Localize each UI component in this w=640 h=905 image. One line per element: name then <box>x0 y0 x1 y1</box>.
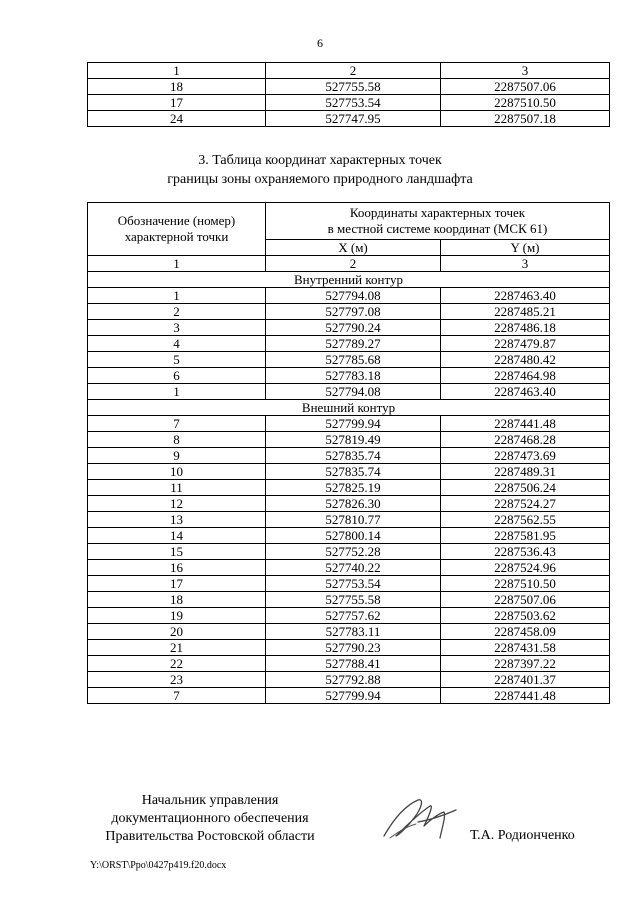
column-number-cell: 2 <box>266 63 441 79</box>
table-header-row <box>88 256 610 272</box>
y-coordinate-cell: 2287473.69 <box>441 448 610 464</box>
y-coordinate-cell: 2287507.18 <box>441 111 610 127</box>
point-number-cell: 1 <box>88 288 266 304</box>
point-number-cell: 18 <box>88 592 266 608</box>
point-number-cell: 3 <box>88 320 266 336</box>
x-coordinate-cell: 527794.08 <box>266 384 441 400</box>
point-number-cell: 11 <box>88 480 266 496</box>
y-coordinate-cell: 2287468.28 <box>441 432 610 448</box>
signatory-title-line: Начальник управления <box>141 793 279 808</box>
y-coordinate-cell: 2287562.55 <box>441 512 610 528</box>
x-coordinate-cell: 527755.58 <box>266 592 441 608</box>
coordinates-header-line: в местной системе координат (МСК 61) <box>327 221 548 236</box>
x-coordinate-cell: 527783.18 <box>266 368 441 384</box>
y-coordinate-cell: 2287485.21 <box>441 304 610 320</box>
column-number-cell: 1 <box>88 63 266 79</box>
y-header: Y (м) <box>441 240 610 256</box>
y-coordinate-cell: 2287524.27 <box>441 496 610 512</box>
y-coordinate-cell: 2287524.96 <box>441 560 610 576</box>
y-coordinate-cell: 2287441.48 <box>441 416 610 432</box>
y-coordinate-cell: 2287401.37 <box>441 672 610 688</box>
table-row <box>88 368 610 384</box>
y-coordinate-cell: 2287507.06 <box>441 592 610 608</box>
section-row <box>88 400 610 416</box>
point-number-cell: 5 <box>88 352 266 368</box>
table-row <box>88 592 610 608</box>
x-coordinate-cell: 527753.54 <box>266 576 441 592</box>
y-coordinate-cell: 2287463.40 <box>441 288 610 304</box>
table-row <box>88 384 610 400</box>
table-row <box>88 111 610 127</box>
y-coordinate-cell: 2287503.62 <box>441 608 610 624</box>
y-coordinate-cell: 2287458.09 <box>441 624 610 640</box>
table-row <box>88 624 610 640</box>
point-number-cell: 19 <box>88 608 266 624</box>
signatory-title-line: документационного обеспечения <box>111 811 309 826</box>
y-coordinate-cell: 2287486.18 <box>441 320 610 336</box>
column-number-cell: 3 <box>441 256 610 272</box>
x-coordinate-cell: 527799.94 <box>266 416 441 432</box>
point-number-cell: 6 <box>88 368 266 384</box>
table-row <box>88 512 610 528</box>
table-row <box>88 448 610 464</box>
column-number-cell: 2 <box>266 256 441 272</box>
y-coordinate-cell: 2287510.50 <box>441 95 610 111</box>
x-coordinate-cell: 527826.30 <box>266 496 441 512</box>
file-path: Y:\ORST\Ppo\0427p419.f20.docx <box>90 860 227 871</box>
table-row <box>88 480 610 496</box>
x-coordinate-cell: 527789.27 <box>266 336 441 352</box>
point-number-cell: 23 <box>88 672 266 688</box>
x-coordinate-cell: 527835.74 <box>266 448 441 464</box>
y-coordinate-cell: 2287479.87 <box>441 336 610 352</box>
table-header-row <box>88 203 610 240</box>
x-coordinate-cell: 527799.94 <box>266 688 441 704</box>
table-row <box>88 336 610 352</box>
x-coordinate-cell: 527755.58 <box>266 79 441 95</box>
inner-contour-label: Внутренний контур <box>88 272 610 288</box>
table-row <box>88 560 610 576</box>
x-header: X (м) <box>266 240 441 256</box>
column-number-cell: 1 <box>88 256 266 272</box>
table-row <box>88 656 610 672</box>
x-coordinate-cell: 527790.23 <box>266 640 441 656</box>
x-coordinate-cell: 527752.28 <box>266 544 441 560</box>
point-number-cell: 17 <box>88 576 266 592</box>
page-number: 6 <box>317 36 323 50</box>
section-row <box>88 272 610 288</box>
y-coordinate-cell: 2287507.06 <box>441 79 610 95</box>
y-coordinate-cell: 2287397.22 <box>441 656 610 672</box>
outer-contour-label: Внешний контур <box>88 400 610 416</box>
y-coordinate-cell: 2287581.95 <box>441 528 610 544</box>
coordinates-header <box>266 203 610 240</box>
point-number-cell: 12 <box>88 496 266 512</box>
y-coordinate-cell: 2287441.48 <box>441 688 610 704</box>
point-designation-header-line: Обозначение (номер) <box>117 213 236 228</box>
y-coordinate-cell: 2287510.50 <box>441 576 610 592</box>
landscape-zone-coordinates-table <box>87 202 610 704</box>
y-coordinate-cell: 2287480.42 <box>441 352 610 368</box>
x-coordinate-cell: 527825.19 <box>266 480 441 496</box>
point-number-cell: 20 <box>88 624 266 640</box>
table-row <box>88 432 610 448</box>
table-row <box>88 416 610 432</box>
section-heading-line: границы зоны охраняемого природного ландшафта <box>167 172 473 187</box>
table-row <box>88 288 610 304</box>
table-row <box>88 688 610 704</box>
x-coordinate-cell: 527783.11 <box>266 624 441 640</box>
x-coordinate-cell: 527757.62 <box>266 608 441 624</box>
point-number-cell: 1 <box>88 384 266 400</box>
point-number-cell: 7 <box>88 416 266 432</box>
x-coordinate-cell: 527753.54 <box>266 95 441 111</box>
table-header-row <box>88 63 610 79</box>
x-coordinate-cell: 527740.22 <box>266 560 441 576</box>
table-row <box>88 95 610 111</box>
point-number-cell: 22 <box>88 656 266 672</box>
table-row <box>88 79 610 95</box>
coordinates-header-line: Координаты характерных точек <box>349 205 526 220</box>
y-coordinate-cell: 2287463.40 <box>441 384 610 400</box>
point-designation-header-line: характерной точки <box>124 229 229 244</box>
y-coordinate-cell: 2287536.43 <box>441 544 610 560</box>
section-heading <box>0 151 640 189</box>
table-row <box>88 672 610 688</box>
x-coordinate-cell: 527788.41 <box>266 656 441 672</box>
signatory-title-line: Правительства Ростовской области <box>105 829 315 844</box>
point-number-cell: 21 <box>88 640 266 656</box>
point-number-cell: 24 <box>88 111 266 127</box>
point-number-cell: 15 <box>88 544 266 560</box>
point-number-cell: 17 <box>88 95 266 111</box>
point-designation-header <box>88 203 266 256</box>
x-coordinate-cell: 527792.88 <box>266 672 441 688</box>
point-number-cell: 13 <box>88 512 266 528</box>
signatory-name: Т.А. Родионченко <box>470 828 575 843</box>
table-row <box>88 576 610 592</box>
point-number-cell: 7 <box>88 688 266 704</box>
table-row <box>88 464 610 480</box>
table-row <box>88 608 610 624</box>
point-number-cell: 10 <box>88 464 266 480</box>
point-number-cell: 8 <box>88 432 266 448</box>
x-coordinate-cell: 527794.08 <box>266 288 441 304</box>
x-coordinate-cell: 527835.74 <box>266 464 441 480</box>
continued-coordinates-table <box>87 62 610 127</box>
section-heading-line: 3. Таблица координат характерных точек <box>198 153 442 168</box>
point-number-cell: 14 <box>88 528 266 544</box>
x-coordinate-cell: 527790.24 <box>266 320 441 336</box>
table-row <box>88 304 610 320</box>
signatory-title <box>90 792 330 846</box>
point-number-cell: 2 <box>88 304 266 320</box>
y-coordinate-cell: 2287506.24 <box>441 480 610 496</box>
handwritten-signature <box>378 792 460 850</box>
point-number-cell: 18 <box>88 79 266 95</box>
table-row <box>88 352 610 368</box>
table-row <box>88 640 610 656</box>
x-coordinate-cell: 527797.08 <box>266 304 441 320</box>
y-coordinate-cell: 2287489.31 <box>441 464 610 480</box>
point-number-cell: 4 <box>88 336 266 352</box>
x-coordinate-cell: 527810.77 <box>266 512 441 528</box>
y-coordinate-cell: 2287464.98 <box>441 368 610 384</box>
x-coordinate-cell: 527785.68 <box>266 352 441 368</box>
table-row <box>88 544 610 560</box>
point-number-cell: 16 <box>88 560 266 576</box>
table-row <box>88 320 610 336</box>
x-coordinate-cell: 527800.14 <box>266 528 441 544</box>
x-coordinate-cell: 527747.95 <box>266 111 441 127</box>
x-coordinate-cell: 527819.49 <box>266 432 441 448</box>
y-coordinate-cell: 2287431.58 <box>441 640 610 656</box>
point-number-cell: 9 <box>88 448 266 464</box>
table-row <box>88 528 610 544</box>
table-row <box>88 496 610 512</box>
column-number-cell: 3 <box>441 63 610 79</box>
